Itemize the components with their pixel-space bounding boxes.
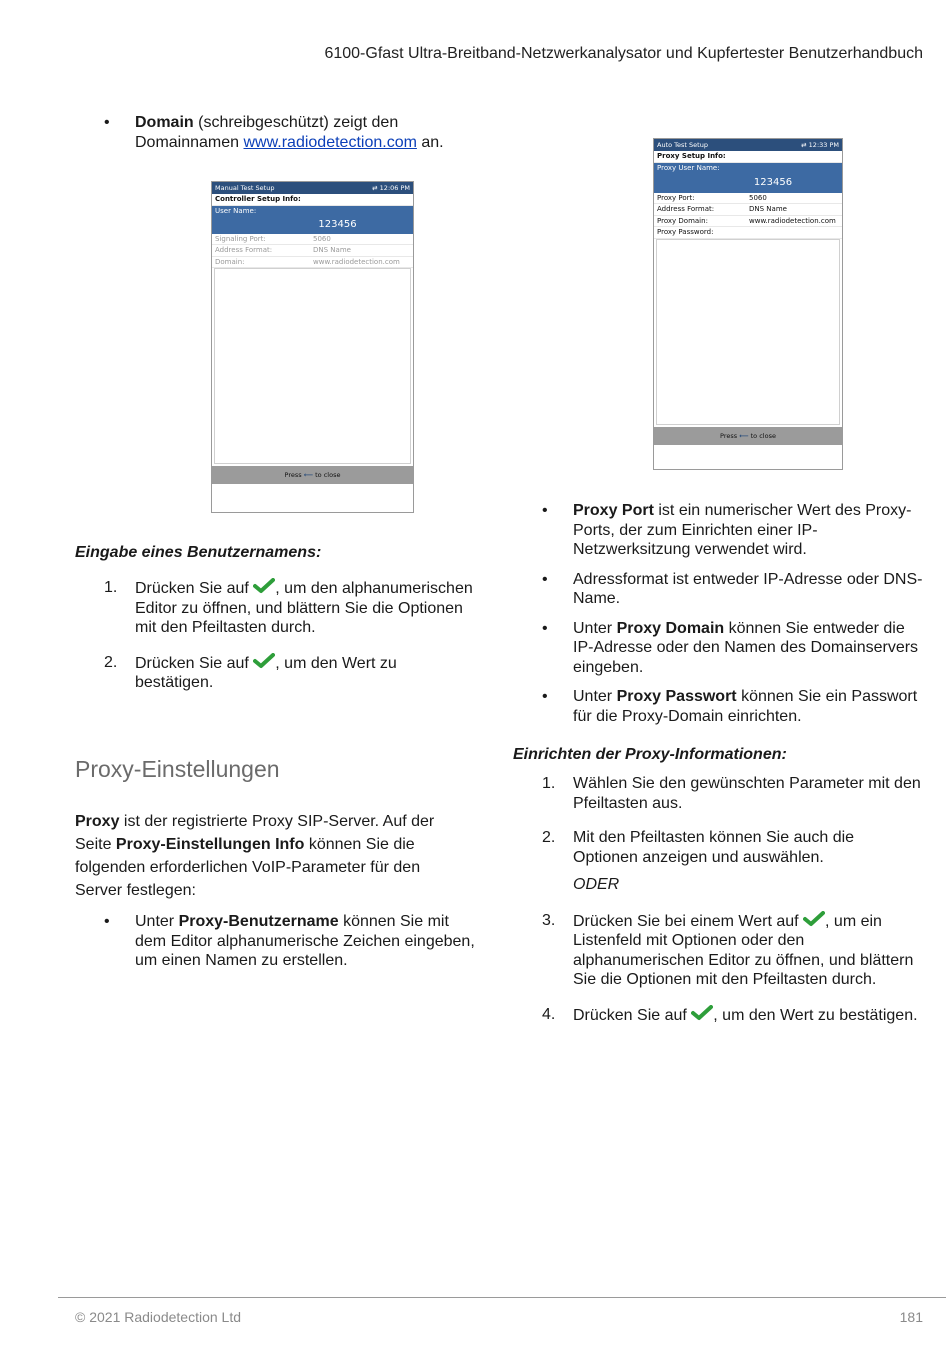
step-text: Drücken Sie auf [573,1006,692,1024]
device-section [212,194,413,206]
bullet-text: Adressformat ist entweder IP-Adresse oder DNS-Name. [573,570,923,607]
radiodetection-link[interactable]: www.radiodetection.com [243,133,417,151]
row-value: 5060 [313,234,331,243]
device-selected-row [654,163,842,193]
step-text: , um den alphanumerischen Editor zu öffnen, und blättern Sie die Optionen mit den Pfeiltasten durch. [135,580,473,636]
device-status: ⇄ 12:06 PM [372,183,410,192]
device-title: Manual Test Setup [215,183,275,192]
step-text: Drücken Sie auf [135,580,254,597]
device-selected-value: 123456 [318,218,357,230]
row-key: Proxy Domain: [657,216,708,225]
step-number: 2. [104,653,118,671]
auto-test-setup-screenshot [653,138,843,470]
bar-close: to close [750,432,776,440]
bullet-text: Unter [135,913,179,930]
proxy-bullets [513,501,923,736]
row-value: www.radiodetection.com [749,216,836,225]
domain-bold: Domain [135,114,194,131]
domain-text: (schreibgeschützt) zeigt den Domainnamen [135,114,399,151]
back-arrow-icon: ⟵ [739,432,749,440]
checkmark-icon [253,578,275,594]
row-key: Signaling Port: [215,234,266,243]
device-bottom-bar [654,427,842,445]
checkmark-icon [803,911,825,927]
proxy-step-4 [513,1005,923,1026]
oder-label [513,875,923,895]
device-row [654,227,842,239]
username-step-1 [75,578,475,638]
manual-test-setup-screenshot [211,181,414,513]
device-status: ⇄ 12:33 PM [801,140,839,149]
row-key: Address Format: [215,246,273,254]
footer-copyright: © 2021 Radiodetection Ltd [75,1309,241,1325]
proxy-section-title: Proxy-Einstellungen [75,756,280,782]
proxy-domain-bullet [513,619,923,678]
checkmark-icon [253,653,275,669]
device-section-label: Proxy Setup Info: [657,152,726,160]
step-text: , um den Wert zu bestätigen. [713,1006,918,1024]
step-text: , um den Wert zu bestätigen. [135,654,397,691]
step-number: 2. [542,829,556,846]
bar-press: Press [720,432,738,440]
bullet-bold: Proxy Port [573,502,654,519]
device-selected-value: 123456 [753,176,793,188]
device-bottom-bar [212,466,413,484]
device-section [654,151,842,163]
username-steps [75,578,475,708]
oder-text: ODER [573,876,620,893]
device-row [654,204,842,216]
domain-bullet [75,113,475,152]
step-text: Drücken Sie bei einem Wert auf [573,912,804,930]
proxy-step-3 [513,911,923,990]
bullet-text: können Sie ein Passwort für die Proxy-Domain einrichten. [573,688,918,725]
proxy-user-bullet [75,912,475,971]
row-key: Domain: [215,257,245,266]
bullet-bold: Proxy Domain [616,619,725,637]
proxy-step-1 [513,774,923,813]
proxy-intro-text: ist der registrierte Proxy SIP-Server. Auf der Seite [75,813,435,853]
proxy-info-bold: Proxy-Einstellungen Info [115,836,305,853]
device-section-label: Controller Setup Info: [215,195,301,203]
bar-close: to close [315,471,341,479]
row-value: www.radiodetection.com [313,257,400,266]
domain-bullet-block [75,113,475,162]
bullet-text: Unter [573,619,617,637]
proxy-intro-text-2: können Sie die folgenden erforderlichen VoIP-Parameter für den Server festlegen: [75,836,421,899]
username-step-2 [75,653,475,693]
proxy-user-bullet-block [75,912,475,981]
row-key: Proxy Password: [657,228,714,236]
footer-divider [58,1297,946,1298]
device-row [654,193,842,205]
proxy-password-bullet [513,687,923,726]
proxy-step-2 [513,828,923,867]
step-text: Wählen Sie den gewünschten Parameter mit den Pfeiltasten aus. [573,775,921,812]
device-empty-area [214,268,411,464]
proxy-info-steps [513,774,923,1040]
step-number: 4. [542,1005,556,1023]
row-key: Proxy Port: [657,193,695,202]
bar-press: Press [284,471,302,479]
proxy-bold: Proxy [75,813,120,830]
bullet-text: können Sie mit dem Editor alphanumerische Zeichen eingeben, um einen Namen zu erstellen. [135,913,475,969]
step-text: Mit den Pfeiltasten können Sie auch die Optionen anzeigen und auswählen. [573,829,855,866]
step-text: Drücken Sie auf [135,654,254,672]
device-title-bar [654,139,842,151]
bullet-bold: Proxy-Benutzername [178,913,339,930]
step-number: 1. [104,579,118,596]
back-arrow-icon: ⟵ [303,471,314,479]
device-row [212,245,413,257]
device-row [654,216,842,228]
domain-text-end: an. [416,133,444,151]
page-number: 181 [899,1309,923,1325]
bullet-text: ist ein numerischer Wert des Proxy-Ports, der zum Einrichten einer IP-Netzwerksitzung verwendet wird. [573,502,912,558]
page-header: 6100-Gfast Ultra-Breitband-Netzwerkanalysator und Kupfertester Benutzerhandbuch [324,45,923,62]
device-row [212,234,413,246]
bullet-bold: Proxy Passwort [616,688,737,705]
row-value: DNS Name [749,205,787,213]
bullet-text: können Sie entweder die IP-Adresse oder den Namen des Domainservers eingeben. [573,619,919,676]
proxy-info-heading: Einrichten der Proxy-Informationen: [513,746,787,763]
row-value: DNS Name [313,246,351,254]
checkmark-icon [691,1005,713,1021]
step-number: 3. [542,911,556,929]
address-format-bullet [513,570,923,609]
device-selected-row [212,206,413,234]
bullet-text: Unter [573,688,617,705]
step-number: 1. [542,775,556,792]
proxy-intro [75,810,465,902]
username-heading: Eingabe eines Benutzernamens: [75,544,322,561]
device-selected-label: Proxy User Name: [657,163,720,172]
device-selected-label: User Name: [215,206,257,215]
proxy-port-bullet [513,501,923,560]
row-value: 5060 [749,193,767,202]
device-empty-area [656,239,840,425]
step-text: , um ein Listenfeld mit Optionen oder den alphanumerischen Editor zu öffnen, und blättern Sie die Optionen mit den Pfeiltasten durch. [573,912,914,988]
device-title: Auto Test Setup [657,140,708,149]
device-row [212,257,413,269]
row-key: Address Format: [657,205,715,213]
device-title-bar [212,182,413,194]
